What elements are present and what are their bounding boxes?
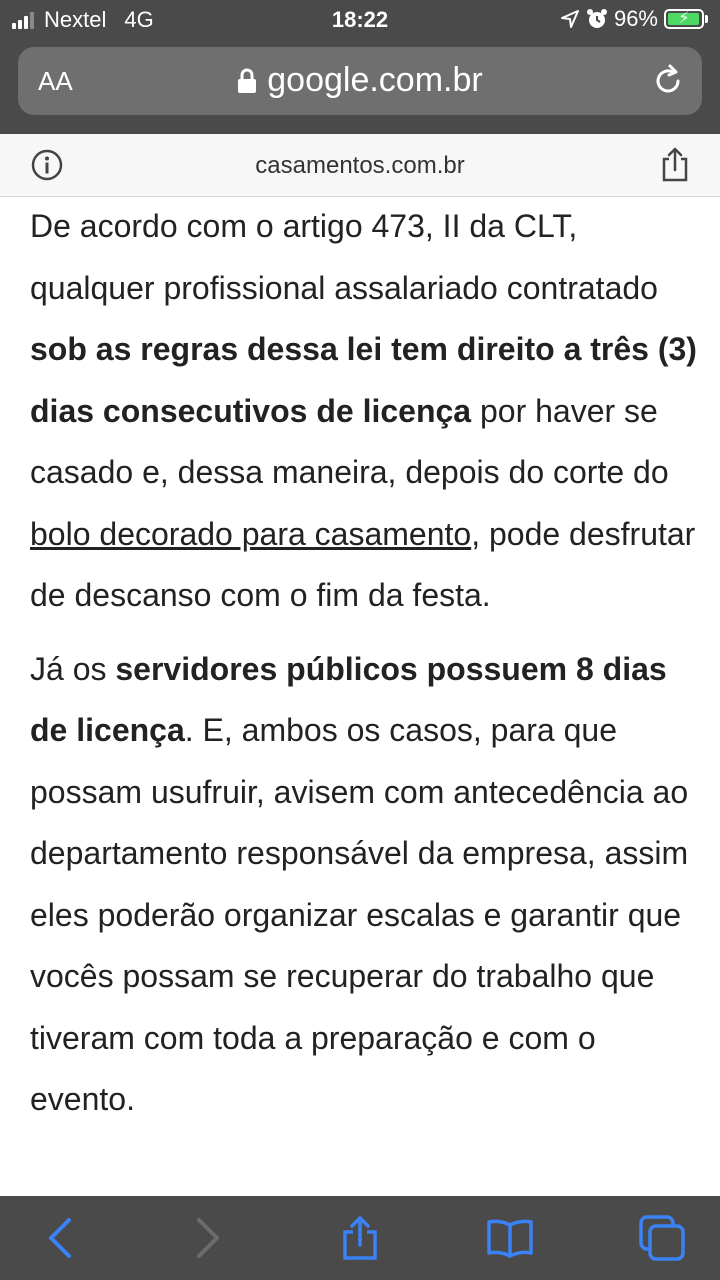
back-button[interactable] xyxy=(32,1210,88,1266)
text-segment: , pode desfrutar de descanso com o fim da festa. xyxy=(30,515,696,613)
battery-percent: 96% xyxy=(613,6,658,31)
back-icon xyxy=(45,1216,75,1260)
share-icon xyxy=(340,1215,380,1261)
bookmarks-button[interactable] xyxy=(482,1210,538,1266)
text-segment: Já os xyxy=(30,650,116,687)
share-icon[interactable] xyxy=(660,146,690,182)
alarm-icon xyxy=(586,8,608,30)
browser-chrome-top xyxy=(0,0,720,134)
cake-link[interactable]: bolo decorado para casamento xyxy=(30,515,472,552)
url-display[interactable] xyxy=(18,61,702,100)
share-button[interactable] xyxy=(332,1210,388,1266)
status-bar xyxy=(0,0,720,40)
bold-segment: servidores públicos possuem 8 dias de licença xyxy=(30,650,667,748)
battery-icon: ⚡ xyxy=(664,9,704,29)
bottom-toolbar xyxy=(0,1196,720,1280)
carrier-name: Nextel xyxy=(44,7,107,32)
page-header-bar xyxy=(0,134,720,197)
tabs-icon xyxy=(638,1214,686,1262)
tabs-button[interactable] xyxy=(634,1210,690,1266)
clock: 18:22 xyxy=(331,7,389,32)
bold-segment: sob as regras dessa lei tem direito a três (3) dias consecutivos de licença xyxy=(30,331,697,429)
site-name: casamentos.com.br xyxy=(255,152,465,179)
text-segment: De acordo com o artigo 473, II da CLT, qualquer profissional assalariado contratado xyxy=(30,208,658,306)
article-paragraph xyxy=(30,639,700,1131)
address-bar[interactable] xyxy=(18,47,702,115)
text-segment: . E, ambos os casos, para que possam usufruir, avisem com antecedência ao departamento responsável da empresa, assim eles poderão organizar escalas e garantir que vocês possam se recuperar do trabalho que tiveram com toda a preparação e com o evento. xyxy=(30,712,689,1117)
forward-button[interactable] xyxy=(180,1210,236,1266)
network-type: 4G xyxy=(124,7,154,32)
reload-icon[interactable] xyxy=(650,63,686,99)
article-paragraph xyxy=(30,196,700,627)
article-body xyxy=(30,196,700,1131)
forward-icon xyxy=(193,1216,223,1260)
text-size-label: AA xyxy=(38,66,73,96)
url-host: google.com.br xyxy=(267,61,483,99)
bookmarks-icon xyxy=(486,1218,534,1258)
lock-icon xyxy=(237,68,257,94)
battery-tip xyxy=(705,15,708,23)
location-icon xyxy=(560,9,580,29)
text-segment: por haver se casado e, dessa maneira, depois do corte do xyxy=(30,392,669,490)
